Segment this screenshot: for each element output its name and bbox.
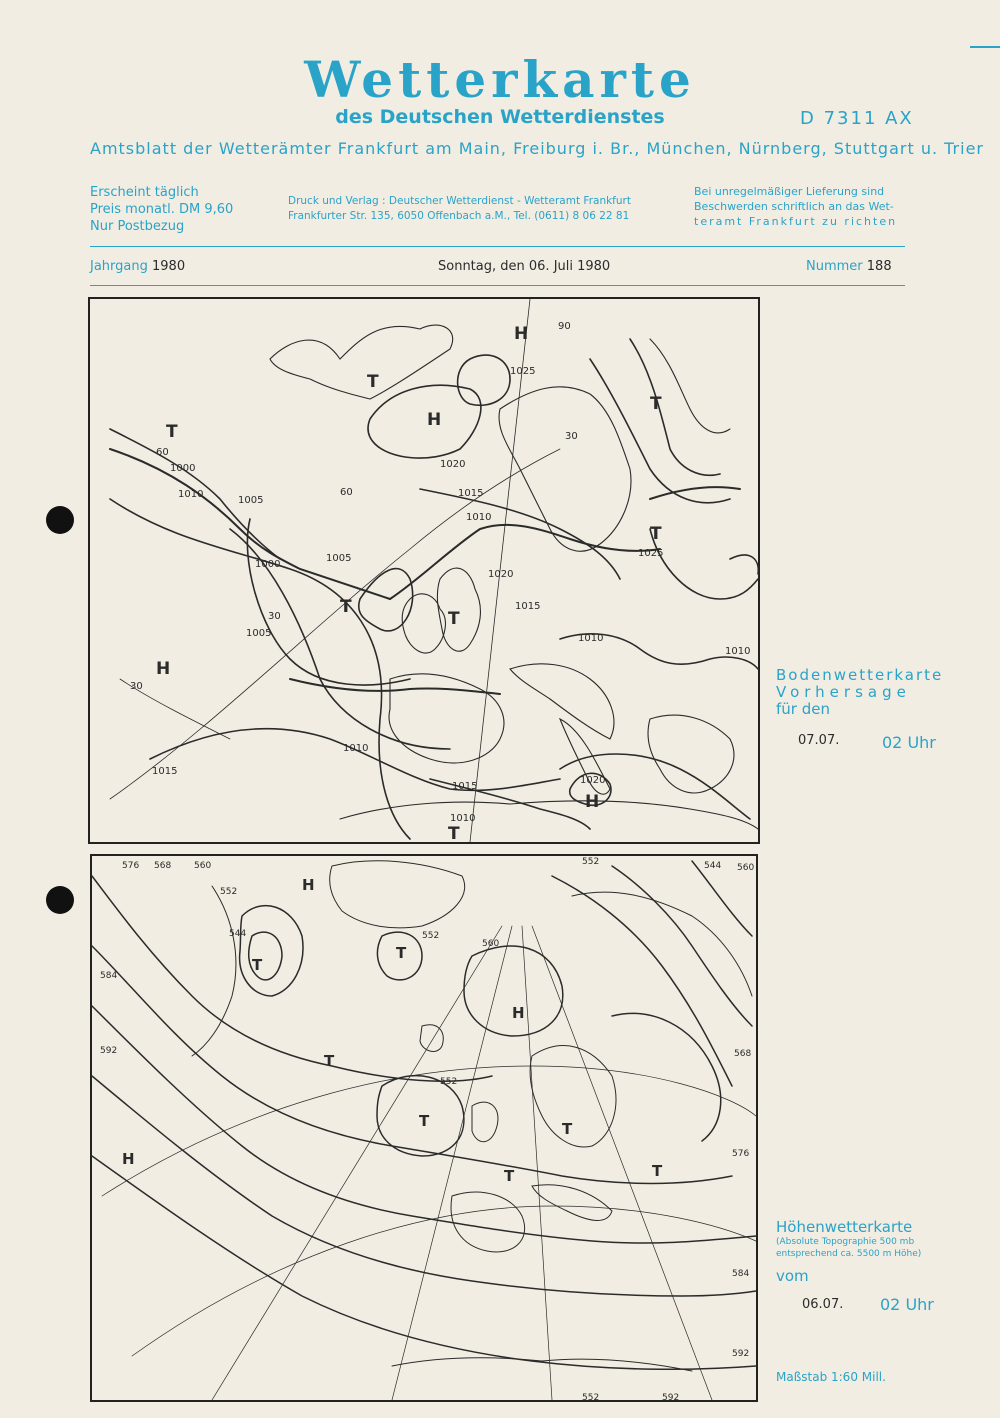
height-label: 552 bbox=[440, 1077, 458, 1087]
pressure-label: 1015 bbox=[452, 781, 478, 792]
pressure-label: 1010 bbox=[343, 743, 369, 754]
info-line: Bei unregelmäßiger Lieferung sind bbox=[694, 185, 885, 198]
info-line: Erscheint täglich bbox=[90, 185, 199, 200]
height-center: T bbox=[562, 1120, 573, 1138]
balkans-coast bbox=[648, 715, 734, 793]
height-center: T bbox=[419, 1112, 430, 1130]
nummer-label: Nummer bbox=[806, 259, 863, 274]
height-label: 592 bbox=[732, 1349, 750, 1359]
surface-weather-map bbox=[88, 297, 760, 844]
surface-map-svg bbox=[90, 299, 758, 842]
height-label: 552 bbox=[422, 931, 440, 941]
isobar bbox=[420, 489, 620, 579]
height-center: T bbox=[324, 1052, 335, 1070]
pressure-center: T bbox=[367, 372, 379, 392]
isobar bbox=[247, 519, 410, 685]
front-line bbox=[650, 487, 740, 499]
pressure-center: H bbox=[156, 659, 171, 679]
surface-map-labels bbox=[130, 321, 750, 929]
contour bbox=[612, 866, 752, 1026]
pressure-label: 1020 bbox=[580, 775, 606, 786]
britain-coast bbox=[472, 1102, 498, 1142]
pressure-label: 1015 bbox=[515, 601, 541, 612]
note-line: (Absolute Topographie 500 mb bbox=[776, 1237, 915, 1247]
pressure-label: 1025 bbox=[638, 548, 664, 559]
pressure-label: 1025 bbox=[510, 366, 536, 377]
height-label: 544 bbox=[229, 929, 247, 939]
pressure-label: 1005 bbox=[246, 628, 272, 639]
upper-map-labels bbox=[100, 857, 754, 1403]
pressure-center: T bbox=[340, 597, 352, 617]
upper-map-vom: vom bbox=[776, 1267, 809, 1285]
scandinavia-coast bbox=[530, 1046, 616, 1147]
height-center: T bbox=[504, 1167, 515, 1185]
upper-map-caption: Höhenwetterkarte bbox=[776, 1218, 913, 1236]
page-edge-mark bbox=[970, 46, 1000, 48]
latitude-label: 30 bbox=[130, 681, 143, 692]
pressure-label: 1010 bbox=[466, 512, 492, 523]
canada-coast bbox=[192, 886, 236, 1056]
latitude-label: 60 bbox=[340, 487, 353, 498]
jahrgang bbox=[90, 259, 185, 274]
pressure-label: 1010 bbox=[450, 813, 476, 824]
france-coast bbox=[510, 664, 614, 739]
contour-high bbox=[464, 946, 563, 1036]
isobar bbox=[650, 529, 758, 599]
pressure-label: 1015 bbox=[458, 488, 484, 499]
height-label: 576 bbox=[732, 1149, 750, 1159]
contour bbox=[92, 1156, 756, 1369]
height-center: T bbox=[652, 1162, 663, 1180]
height-label: 584 bbox=[732, 1269, 750, 1279]
pressure-center: H bbox=[585, 792, 600, 812]
surface-map-date: 07.07. bbox=[798, 733, 840, 748]
front-line bbox=[110, 449, 390, 599]
pressure-center: H bbox=[427, 410, 442, 430]
isobar bbox=[359, 569, 413, 631]
upper-air-map bbox=[90, 854, 758, 1402]
contour bbox=[92, 876, 492, 1081]
pressure-label: 1010 bbox=[578, 633, 604, 644]
pressure-label: 1020 bbox=[488, 569, 514, 580]
france-coast bbox=[532, 1185, 612, 1221]
height-label: 568 bbox=[154, 861, 172, 871]
isobar bbox=[110, 499, 410, 839]
info-line: teramt Frankfurt zu richten bbox=[694, 215, 898, 228]
nummer bbox=[806, 259, 892, 274]
height-label: 560 bbox=[194, 861, 212, 871]
parallel-line bbox=[132, 1206, 756, 1356]
info-line: Preis monatl. DM 9,60 bbox=[90, 202, 234, 217]
info-line: Nur Postbezug bbox=[90, 219, 185, 234]
publication-code: D 7311 AX bbox=[800, 108, 914, 129]
meridian-line bbox=[212, 926, 502, 1400]
pressure-center: T bbox=[448, 609, 460, 629]
pressure-center: H bbox=[514, 324, 529, 344]
pressure-label: 1010 bbox=[725, 646, 751, 657]
nummer-value: 188 bbox=[866, 259, 892, 274]
header-rule-top bbox=[90, 246, 905, 247]
info-line: Frankfurter Str. 135, 6050 Offenbach a.M., Tel. (0611) 8 06 22 81 bbox=[288, 210, 630, 222]
issue-date: Sonntag, den 06. Juli 1980 bbox=[438, 259, 611, 274]
pressure-center: T bbox=[650, 394, 662, 414]
publisher-info bbox=[288, 194, 631, 224]
meridian-line bbox=[532, 926, 712, 1400]
iceland-greenland-coast bbox=[270, 325, 453, 399]
ireland-coast bbox=[402, 594, 445, 653]
pressure-label: 1015 bbox=[152, 766, 178, 777]
upper-map-svg bbox=[92, 856, 756, 1403]
height-label: 584 bbox=[100, 971, 118, 981]
isobar bbox=[730, 555, 758, 574]
height-center: T bbox=[252, 956, 263, 974]
isobar bbox=[368, 385, 481, 458]
caption-line: für den bbox=[776, 700, 830, 718]
north-africa-coast bbox=[340, 801, 758, 829]
isobar bbox=[150, 729, 560, 791]
height-label: 552 bbox=[220, 887, 238, 897]
surface-map-time: 02 Uhr bbox=[882, 733, 936, 752]
height-label: 544 bbox=[704, 861, 722, 871]
height-label: 552 bbox=[582, 857, 600, 867]
punch-hole bbox=[46, 506, 74, 534]
height-center: H bbox=[302, 876, 315, 894]
upper-map-date: 06.07. bbox=[802, 1297, 844, 1312]
height-label: 568 bbox=[734, 1049, 752, 1059]
punch-hole bbox=[46, 886, 74, 914]
info-line: Beschwerden schriftlich an das Wet- bbox=[694, 200, 894, 213]
map-scale: Maßstab 1:60 Mill. bbox=[776, 1370, 886, 1384]
amtsblatt-line: Amtsblatt der Wetterämter Frankfurt am Main, Freiburg i. Br., München, Nürnberg, Stuttgart u. Trier bbox=[90, 139, 984, 158]
contour bbox=[92, 1076, 756, 1296]
upper-map-time: 02 Uhr bbox=[880, 1295, 934, 1314]
isobar bbox=[458, 355, 510, 405]
height-label: 560 bbox=[482, 939, 500, 949]
jahrgang-label: Jahrgang bbox=[90, 259, 148, 274]
caption-line: Vorhersage bbox=[776, 683, 911, 701]
publication-info bbox=[90, 184, 233, 235]
upper-map-note bbox=[776, 1236, 921, 1260]
height-label: 560 bbox=[737, 863, 755, 873]
height-center: H bbox=[512, 1004, 525, 1022]
meridian-line bbox=[522, 926, 552, 1400]
pressure-label: 1020 bbox=[440, 459, 466, 470]
height-label: 592 bbox=[100, 1046, 118, 1056]
height-label: 576 bbox=[122, 861, 140, 871]
pressure-center: T bbox=[166, 422, 178, 442]
front-line bbox=[390, 525, 660, 599]
page-subtitle: des Deutschen Wetterdienstes bbox=[335, 106, 665, 128]
pressure-center: T bbox=[448, 824, 460, 844]
greenland-coast bbox=[330, 861, 465, 928]
info-line: Druck und Verlag : Deutscher Wetterdienst - Wetteramt Frankfurt bbox=[288, 195, 631, 207]
pressure-label: 1005 bbox=[238, 495, 264, 506]
height-center: H bbox=[122, 1150, 135, 1168]
header-rule-bottom bbox=[90, 285, 905, 286]
jahrgang-value: 1980 bbox=[152, 259, 186, 274]
latitude-label: 90 bbox=[558, 321, 571, 332]
pressure-label: 1000 bbox=[170, 463, 196, 474]
surface-map-caption bbox=[776, 667, 943, 718]
iceland-coast bbox=[420, 1025, 443, 1052]
pressure-label: 1010 bbox=[178, 489, 204, 500]
latitude-label: 30 bbox=[565, 431, 578, 442]
height-label: 592 bbox=[662, 1393, 680, 1403]
height-center: T bbox=[396, 944, 407, 962]
page-title: Wetterkarte bbox=[304, 50, 696, 109]
pressure-center: T bbox=[650, 524, 662, 544]
pressure-label: 1005 bbox=[326, 553, 352, 564]
complaint-info bbox=[694, 184, 897, 229]
pressure-label: 1000 bbox=[255, 559, 281, 570]
height-label: 552 bbox=[582, 1393, 600, 1403]
latitude-label: 60 bbox=[156, 447, 169, 458]
contour bbox=[92, 946, 732, 1184]
note-line: entsprechend ca. 5500 m Höhe) bbox=[776, 1249, 922, 1259]
latitude-label: 30 bbox=[268, 611, 281, 622]
iberia-coast bbox=[451, 1192, 525, 1252]
caption-line: Bodenwetterkarte bbox=[776, 666, 944, 684]
